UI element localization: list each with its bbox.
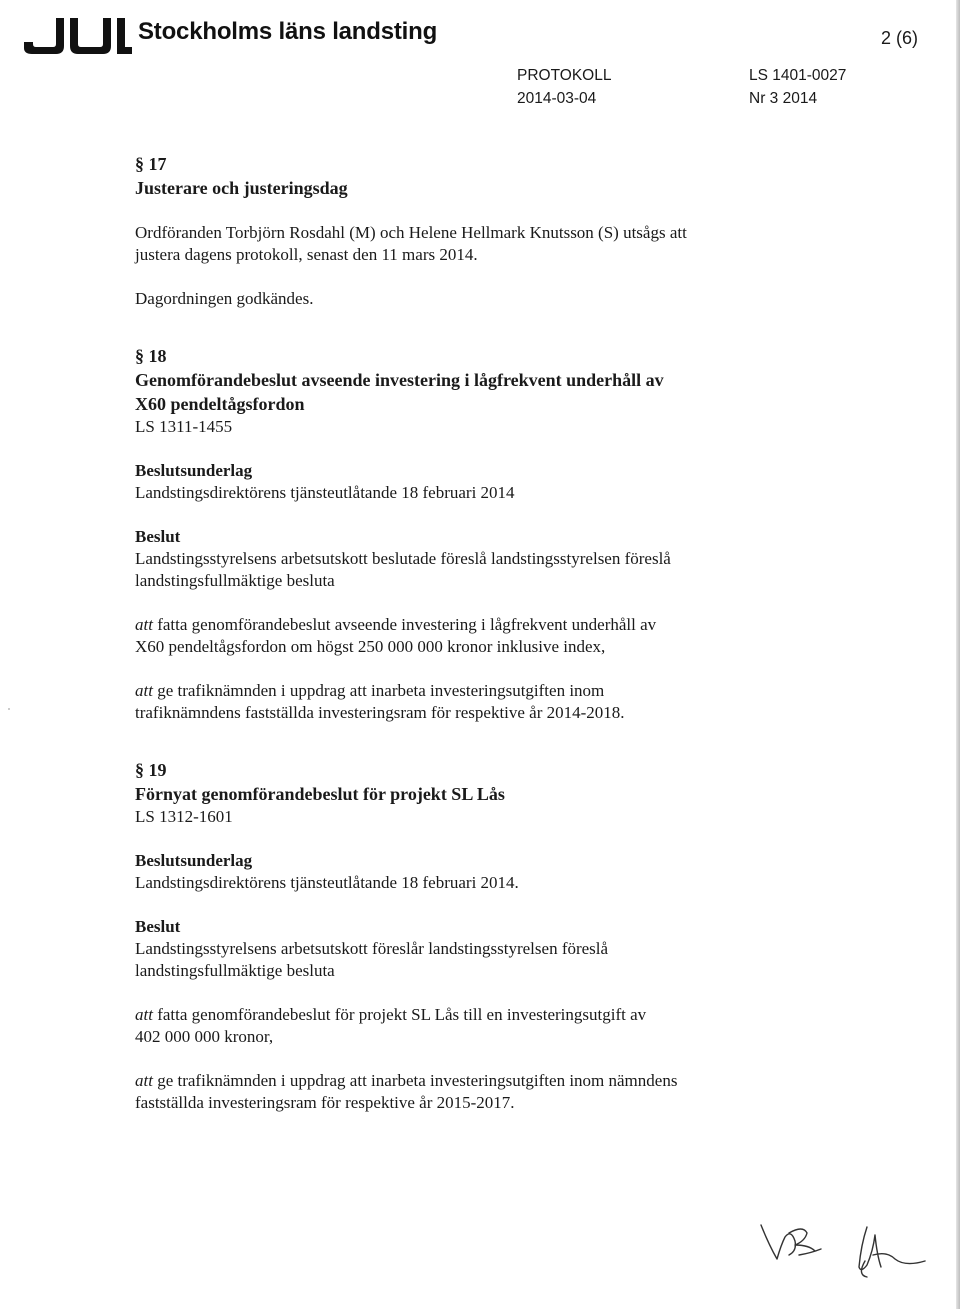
- section-number: § 18: [135, 346, 167, 366]
- scan-speck: [8, 708, 10, 710]
- section-title: X60 pendeltågsfordon: [135, 394, 305, 414]
- basis-label: Beslutsunderlag: [135, 851, 253, 870]
- page-number: 2 (6): [880, 28, 918, 48]
- paragraph-line: Dagordningen godkändes.: [135, 289, 314, 308]
- document-meta-left: [517, 64, 611, 110]
- section-title: Förnyat genomförandebeslut för projekt SL Lås: [135, 784, 505, 804]
- organization-name: Stockholms läns landsting: [138, 18, 438, 45]
- document-date: 2014-03-04: [517, 90, 597, 107]
- decision-item: X60 pendeltågsfordon om högst 250 000 000 kronor inklusive index,: [135, 637, 606, 656]
- decision-item: fastställda investeringsram för respektive år 2015-2017.: [135, 1093, 515, 1112]
- section-17: [135, 152, 835, 310]
- case-number: LS 1401-0027: [749, 67, 847, 84]
- handwritten-initials-icon: [755, 1215, 930, 1295]
- att-word: att: [135, 1071, 153, 1090]
- document-type: PROTOKOLL: [517, 67, 612, 84]
- decision-text: Landstingsstyrelsens arbetsutskott föreslår landstingsstyrelsen föreslå: [135, 939, 609, 958]
- att-word: att: [135, 615, 153, 634]
- page-edge: [956, 0, 960, 1309]
- section-title: Genomförandebeslut avseende investering i lågfrekvent underhåll av: [135, 370, 664, 390]
- basis-text: Landstingsdirektörens tjänsteutlåtande 18 februari 2014.: [135, 873, 519, 892]
- paragraph-line: Ordföranden Torbjörn Rosdahl (M) och Helene Hellmark Knutsson (S) utsågs att: [135, 223, 687, 242]
- sll-logo-icon: [22, 16, 134, 56]
- decision-text: landstingsfullmäktige besluta: [135, 961, 335, 980]
- basis-text: Landstingsdirektörens tjänsteutlåtande 18 februari 2014: [135, 483, 515, 502]
- section-18: [135, 344, 835, 724]
- section-19: [135, 758, 835, 1114]
- paragraph-line: justera dagens protokoll, senast den 11 mars 2014.: [135, 245, 478, 264]
- case-reference: LS 1312-1601: [135, 807, 233, 826]
- document-meta-right: [749, 64, 846, 110]
- issue-number: Nr 3 2014: [749, 90, 818, 107]
- case-reference: LS 1311-1455: [135, 417, 233, 436]
- decision-text: landstingsfullmäktige besluta: [135, 571, 335, 590]
- decision-item: 402 000 000 kronor,: [135, 1027, 274, 1046]
- section-number: § 17: [135, 154, 167, 174]
- decision-item: att fatta genomförandebeslut avseende investering i lågfrekvent underhåll av: [135, 615, 657, 634]
- decision-item: trafiknämndens fastställda investeringsram för respektive år 2014-2018.: [135, 703, 625, 722]
- letterhead: [0, 0, 960, 110]
- decision-label: Beslut: [135, 917, 181, 936]
- att-word: att: [135, 681, 153, 700]
- protocol-body: [135, 152, 835, 1114]
- decision-item: att ge trafiknämnden i uppdrag att inarbeta investeringsutgiften inom nämndens: [135, 1071, 678, 1090]
- section-title: Justerare och justeringsdag: [135, 178, 348, 198]
- decision-text: Landstingsstyrelsens arbetsutskott beslutade föreslå landstingsstyrelsen föreslå: [135, 549, 671, 568]
- decision-item: att ge trafiknämnden i uppdrag att inarbeta investeringsutgiften inom: [135, 681, 605, 700]
- att-word: att: [135, 1005, 153, 1024]
- decision-item: att fatta genomförandebeslut för projekt SL Lås till en investeringsutgift av: [135, 1005, 647, 1024]
- section-number: § 19: [135, 760, 167, 780]
- basis-label: Beslutsunderlag: [135, 461, 253, 480]
- decision-label: Beslut: [135, 527, 181, 546]
